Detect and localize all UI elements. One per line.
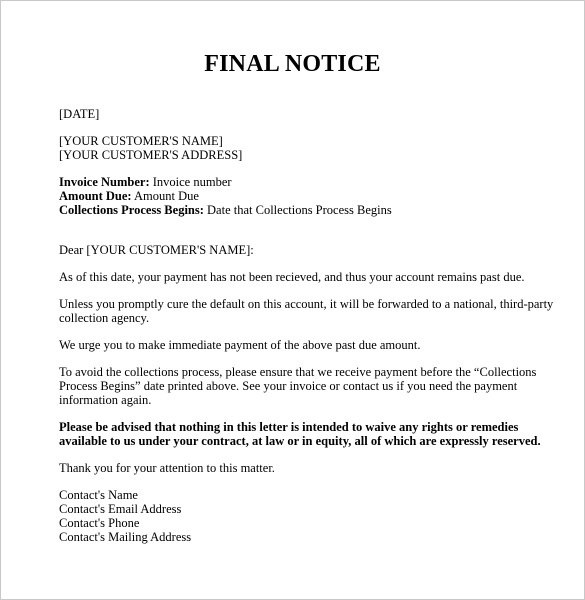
amount-due-value: Amount Due — [131, 189, 199, 203]
salutation: Dear [YOUR CUSTOMER'S NAME]: — [59, 243, 254, 257]
paragraph-default-line-2: collection agency. — [59, 311, 150, 325]
amount-due-line — [59, 189, 539, 203]
invoice-number-line — [59, 175, 539, 189]
paragraph-rights-reserved-line-2: available to us under your contract, at law or in equity, all of which are expressly reserved. — [59, 434, 541, 448]
amount-due-label: Amount Due: — [59, 189, 132, 203]
invoice-number-label: Invoice Number: — [59, 175, 150, 189]
page-title: FINAL NOTICE — [204, 51, 381, 77]
collections-begins-line — [59, 203, 539, 217]
contact-mailing-address: Contact's Mailing Address — [59, 530, 192, 544]
contact-name: Contact's Name — [59, 488, 138, 502]
paragraph-avoid-collections-line-2: Process Begins” date printed above. See your invoice or contact us if you need the payment — [59, 379, 518, 393]
recipient-address: [YOUR CUSTOMER'S ADDRESS] — [59, 148, 243, 162]
paragraph-thank-you: Thank you for your attention to this matter. — [59, 461, 275, 475]
paragraph-urge-payment: We urge you to make immediate payment of the above past due amount. — [59, 338, 421, 352]
paragraph-rights-reserved-line-1: Please be advised that nothing in this letter is intended to waive any rights or remedies — [59, 420, 519, 434]
letter-body — [59, 107, 554, 544]
paragraph-avoid-collections-line-3: information again. — [59, 393, 152, 407]
collections-begins-value: Date that Collections Process Begins — [203, 203, 392, 217]
contact-phone: Contact's Phone — [59, 516, 140, 530]
date-line: [DATE] — [59, 107, 100, 121]
paragraph-past-due: As of this date, your payment has not been recieved, and thus your account remains past due. — [59, 270, 525, 284]
recipient-name: [YOUR CUSTOMER'S NAME] — [59, 134, 223, 148]
collections-begins-label: Collections Process Begins: — [59, 203, 204, 217]
invoice-number-value: Invoice number — [149, 175, 232, 189]
contact-email: Contact's Email Address — [59, 502, 182, 516]
paragraph-default-line-1: Unless you promptly cure the default on this account, it will be forwarded to a national, third-party — [59, 297, 554, 311]
paragraph-avoid-collections-line-1: To avoid the collections process, please ensure that we receive payment before the “Collections — [59, 365, 537, 379]
